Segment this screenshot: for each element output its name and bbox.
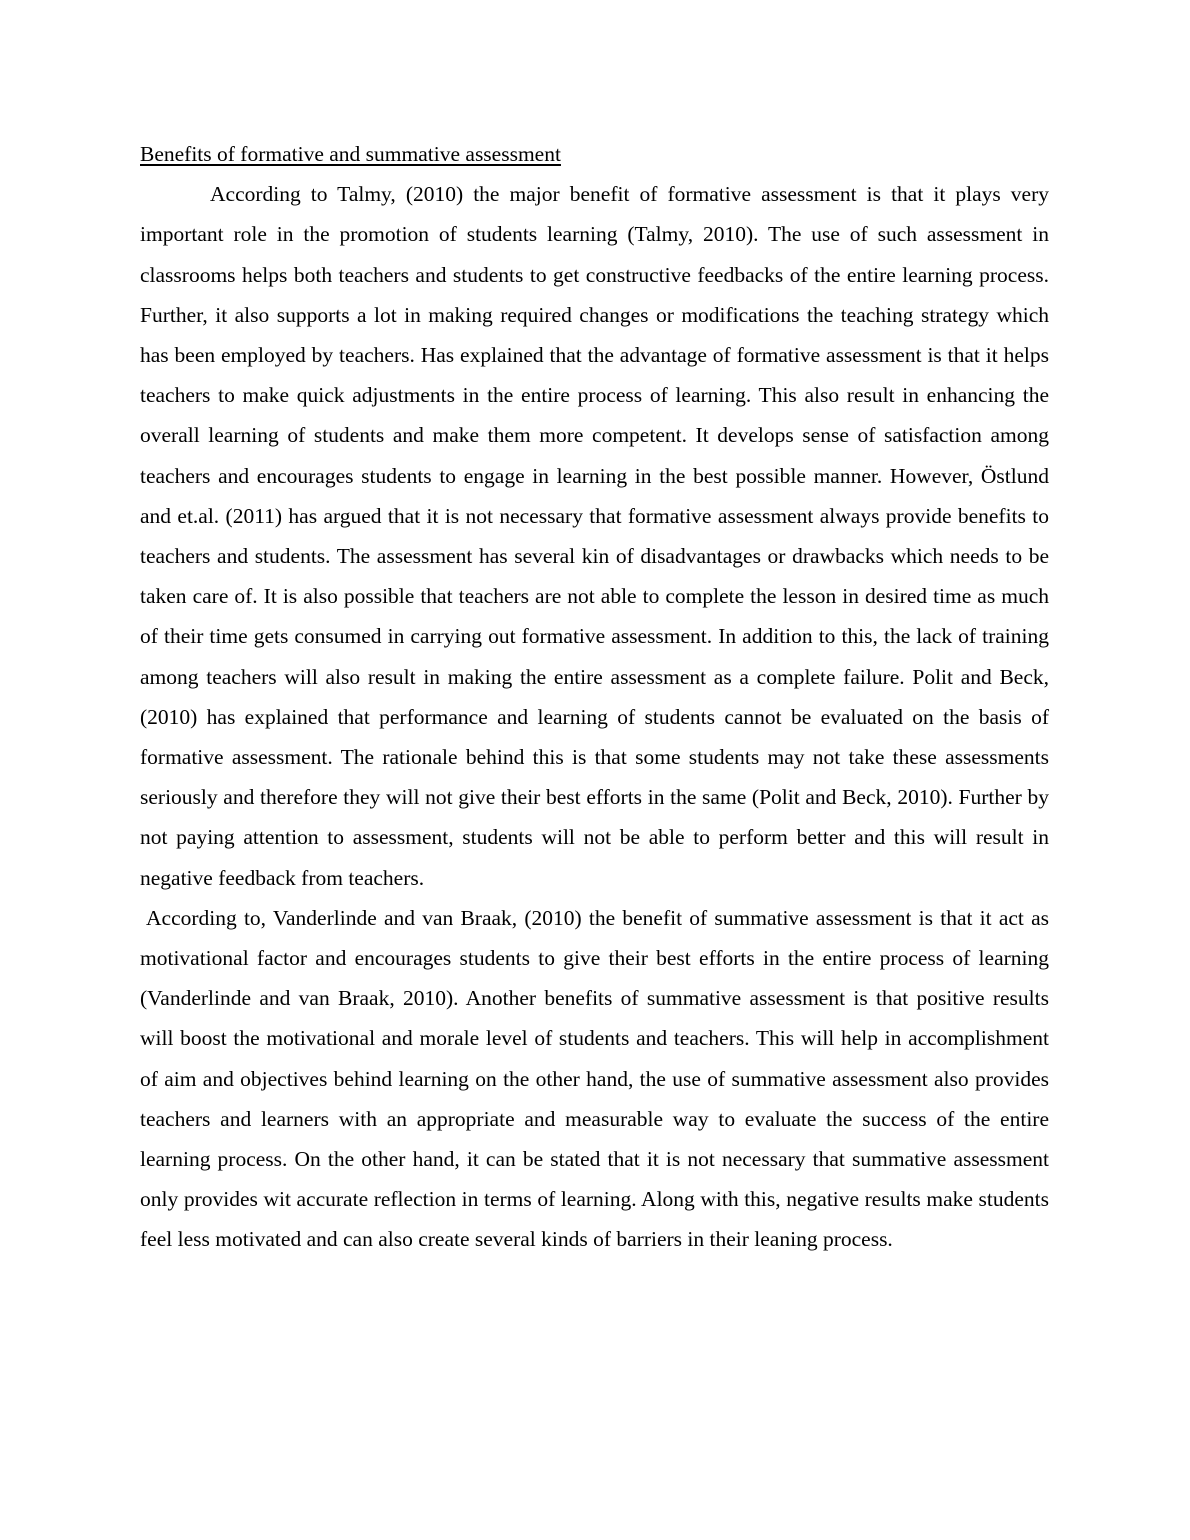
document-page: [140, 134, 1049, 1260]
paragraph-formative-assessment: According to Talmy, (2010) the major benefit of formative assessment is that it plays very important role in the promotion of students learning (Talmy, 2010). The use of such assessment in classrooms helps both teachers and students to get constructive feedbacks of the entire learning process. Further, it also supports a lot in making required changes or modifications the teaching strategy which has been employed by teachers. Has explained that the advantage of formative assessment is that it helps teachers to make quick adjustments in the entire process of learning. This also result in enhancing the overall learning of students and make them more competent. It develops sense of satisfaction among teachers and encourages students to engage in learning in the best possible manner. However, Östlund and et.al. (2011) has argued that it is not necessary that formative assessment always provide benefits to teachers and students. The assessment has several kin of disadvantages or drawbacks which needs to be taken care of. It is also possible that teachers are not able to complete the lesson in desired time as much of their time gets consumed in carrying out formative assessment. In addition to this, the lack of training among teachers will also result in making the entire assessment as a complete failure. Polit and Beck, (2010) has explained that performance and learning of students cannot be evaluated on the basis of formative assessment. The rationale behind this is that some students may not take these assessments seriously and therefore they will not give their best efforts in the same (Polit and Beck, 2010). Further by not paying attention to assessment, students will not be able to perform better and this will result in negative feedback from teachers.: [140, 182, 1049, 890]
paragraph-summative-assessment: According to, Vanderlinde and van Braak, (2010) the benefit of summative assessment is that it act as motivational factor and encourages students to give their best efforts in the entire process of learning (Vanderlinde and van Braak, 2010). Another benefits of summative assessment is that positive results will boost the motivational and morale level of students and teachers. This will help in accomplishment of aim and objectives behind learning on the other hand, the use of summative assessment also provides teachers and learners with an appropriate and measurable way to evaluate the success of the entire learning process. On the other hand, it can be stated that it is not necessary that summative assessment only provides wit accurate reflection in terms of learning. Along with this, negative results make students feel less motivated and can also create several kinds of barriers in their leaning process.: [140, 905, 1049, 1252]
section-heading: Benefits of formative and summative assessment: [140, 142, 561, 166]
